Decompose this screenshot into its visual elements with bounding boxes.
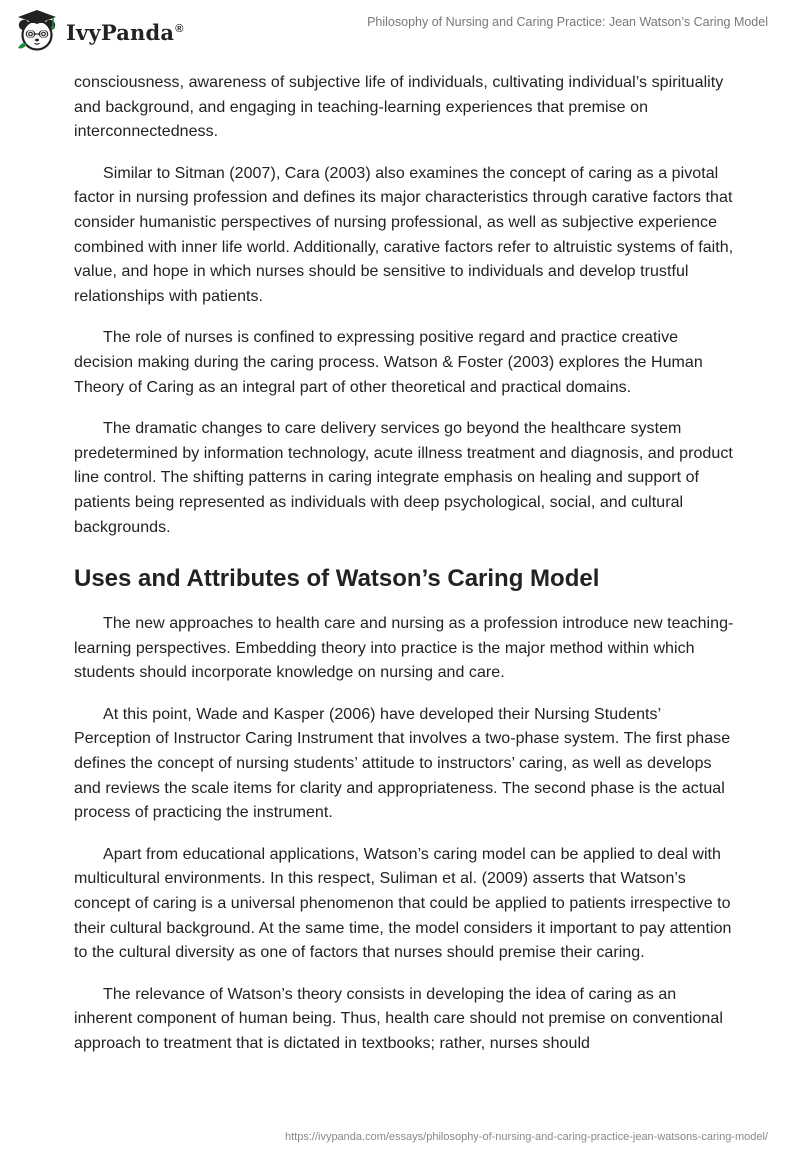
document-title: Philosophy of Nursing and Caring Practice: Jean Watson’s Caring Model <box>367 15 768 29</box>
body-paragraph: The new approaches to health care and nursing as a profession introduce new teaching-learning perspectives. Embedding theory into practice is the major method within which students should incorporate knowledge on nursing and care. <box>74 615 734 682</box>
body-paragraph: The relevance of Watson’s theory consists in developing the idea of caring as an inherent component of human being. Thus, health care should not premise on conventional approach to treatment that is dictated in textbooks; rather, nurses should <box>74 985 723 1052</box>
body-paragraph: Apart from educational applications, Watson’s caring model can be applied to deal with multicultural environments. In this respect, Suliman et al. (2009) asserts that Watson’s concept of caring is a universal phenomenon that could be applied to patients irrespective to their cultural background. At the same time, the model considers it important to pay attention to the cultural diversity as one of factors that nurses should premise their caring. <box>74 845 732 962</box>
body-paragraph: The dramatic changes to care delivery services go beyond the healthcare system predetermined by information technology, acute illness treatment and diagnosis, and product line control. The shifting patterns in caring integrate emphasis on healing and support of patients being represented as individuals with deep psychological, social, and cultural backgrounds. <box>74 420 733 536</box>
logo-wordmark <box>66 20 184 45</box>
essay-body <box>74 71 734 1074</box>
section-heading: Uses and Attributes of Watson’s Caring Model <box>74 565 600 593</box>
body-paragraph: The role of nurses is confined to expressing positive regard and practice creative decision making during the caring process. Watson & Foster (2003) explores the Human Theory of Caring as an integral part of other theoretical and practical domains. <box>74 329 703 396</box>
body-paragraph: Similar to Sitman (2007), Cara (2003) also examines the concept of caring as a pivotal factor in nursing profession and defines its major characteristics through carative factors that consider humanistic perspectives of nursing professional, as well as subjective experience combined with inner life world. Additionally, carative factors refer to altruistic systems of faith, value, and hope in which nurses should be sensitive to individuals and develop trustful relationships with patients. <box>74 164 734 305</box>
logo-name: IvyPanda <box>66 19 175 45</box>
panda-graduate-icon <box>14 8 60 54</box>
page-header <box>0 0 800 70</box>
ivypanda-logo[interactable] <box>14 8 184 54</box>
body-paragraph: consciousness, awareness of subjective life of individuals, cultivating individual’s spirituality and background, and engaging in teaching-learning experiences that premise on interconnectedness. <box>74 74 724 141</box>
body-paragraph: At this point, Wade and Kasper (2006) have developed their Nursing Students’ Perception of Instructor Caring Instrument that involves a two-phase system. The first phase defines the concept of nursing students’ attitude to instructors’ caring, as well as develops and reviews the scale items for clarity and appropriateness. The second phase is the actual process of practicing the instrument. <box>74 705 731 822</box>
source-url[interactable]: https://ivypanda.com/essays/philosophy-of-nursing-and-caring-practice-jean-watsons-caring-model/ <box>284 1131 768 1143</box>
registered-mark: ® <box>175 22 184 35</box>
